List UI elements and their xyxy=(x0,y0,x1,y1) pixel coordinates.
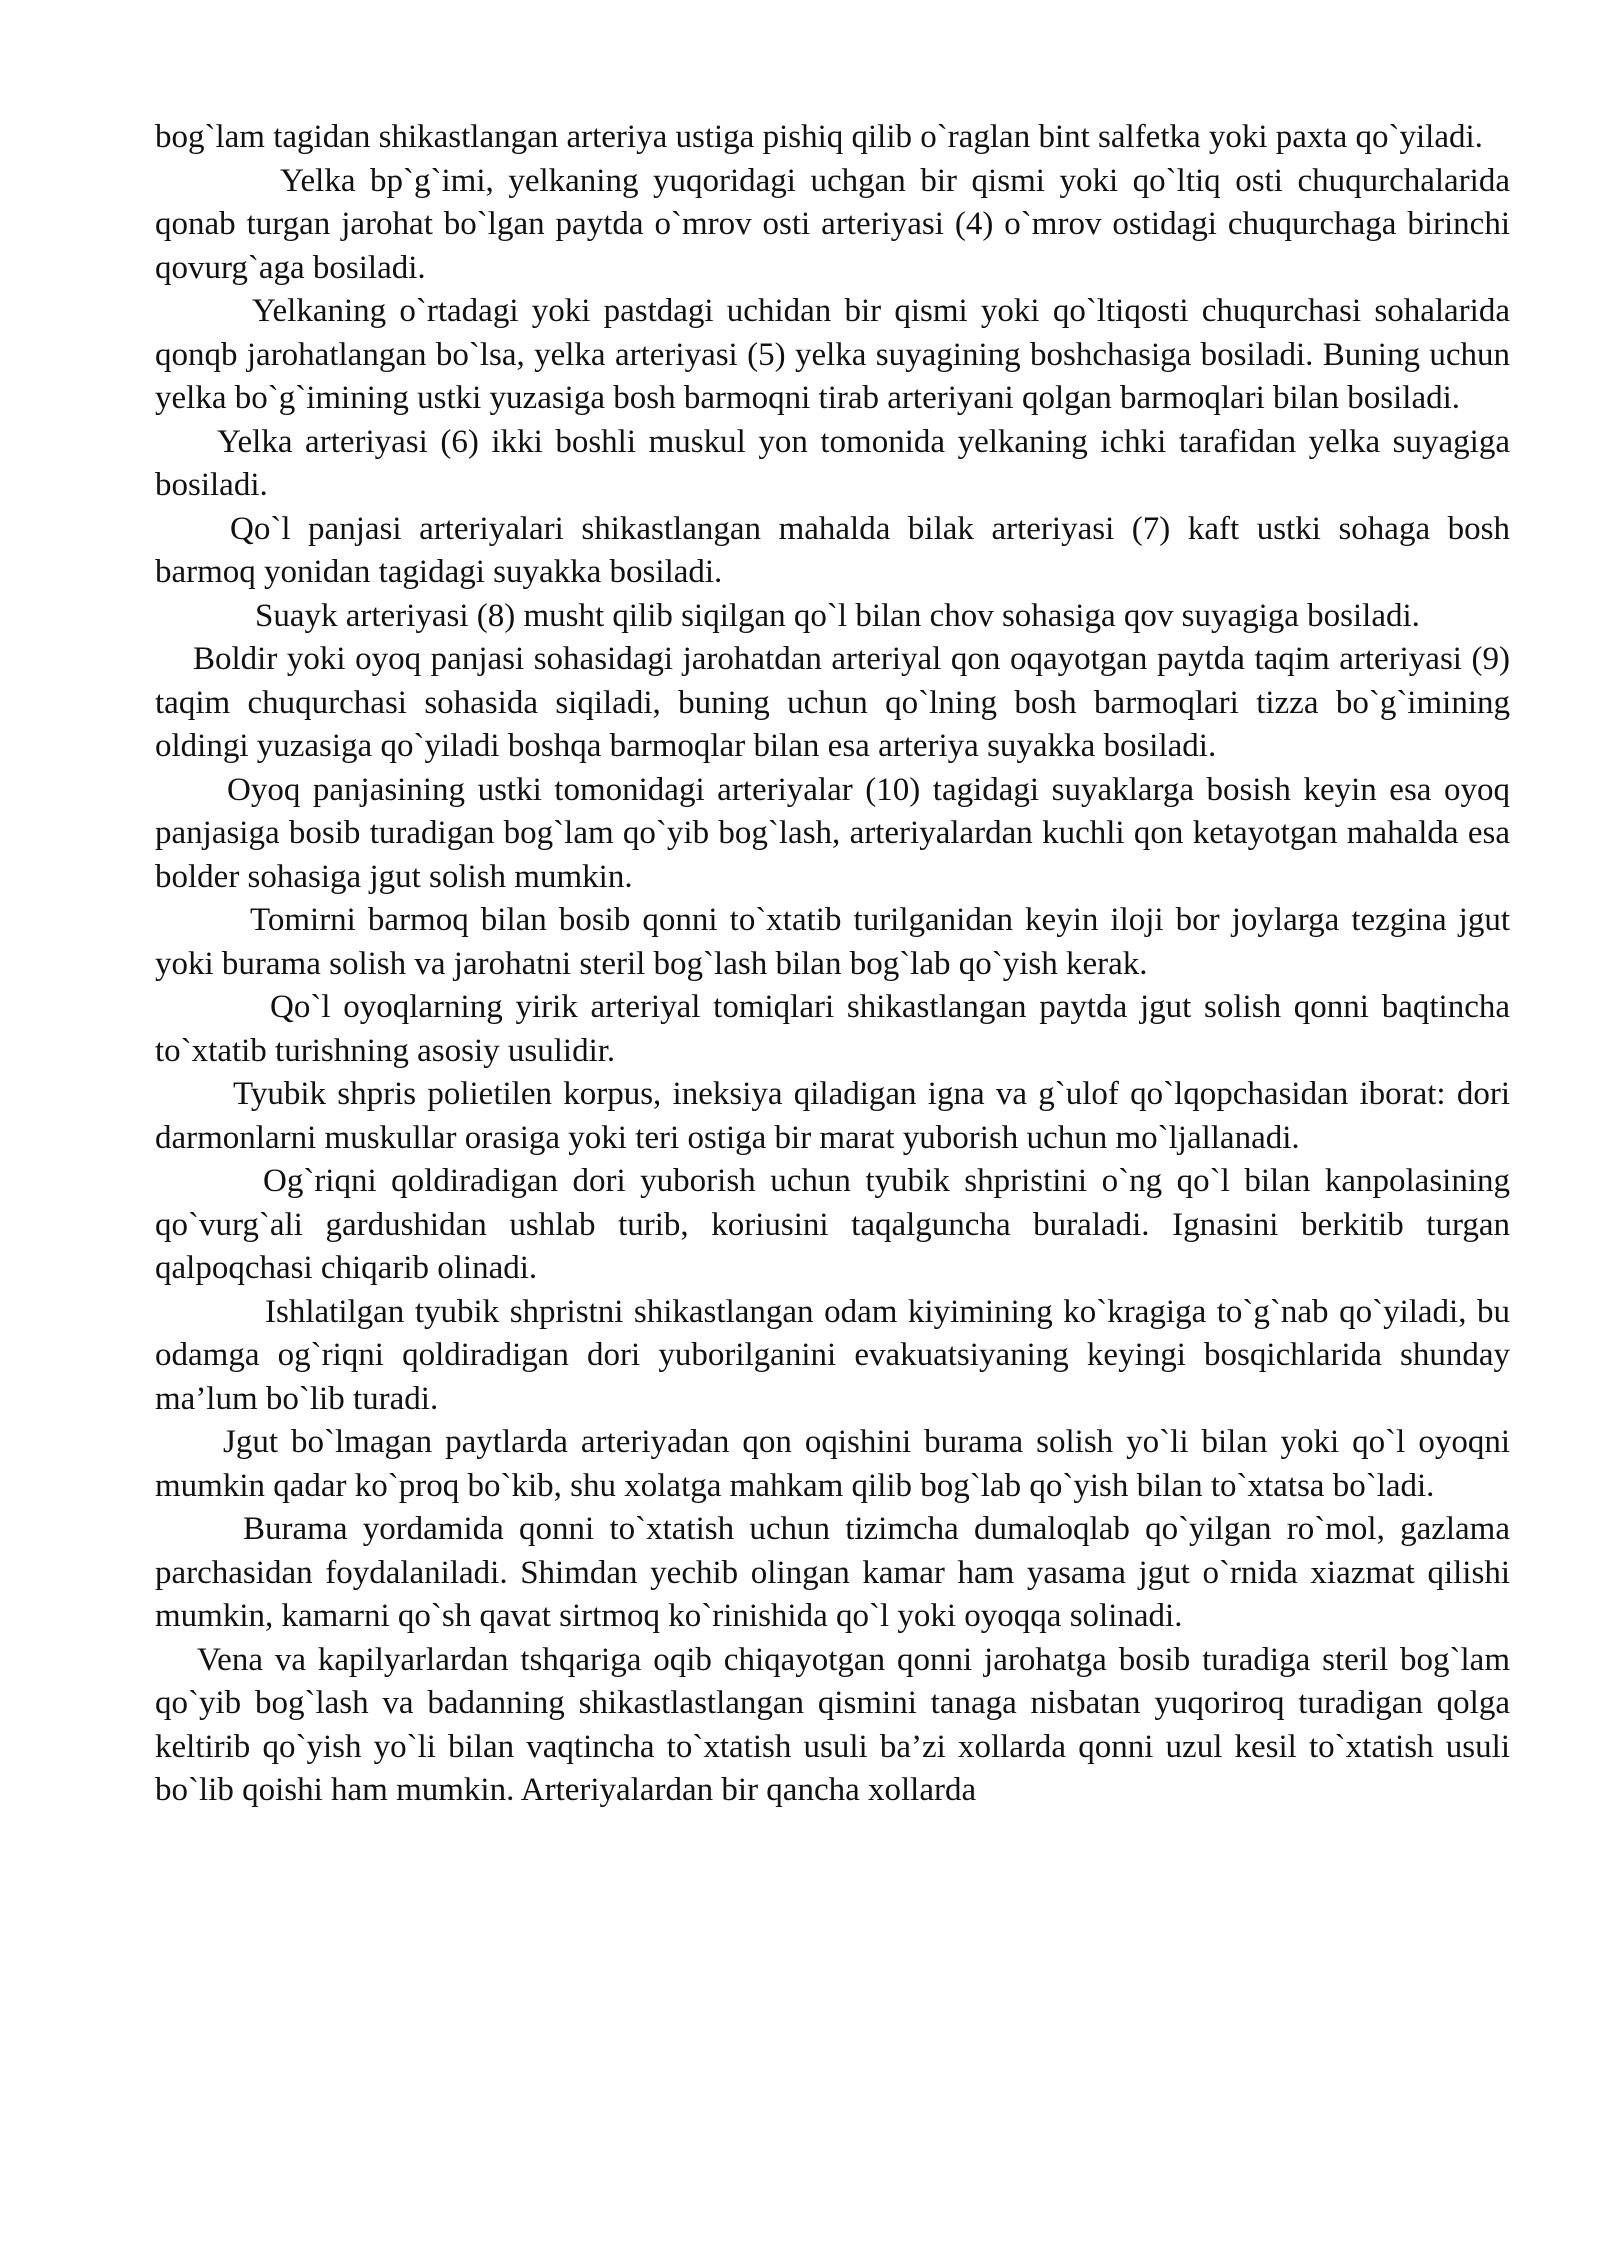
paragraph: Oyoq panjasining ustki tomonidagi arteriyalar (10) tagidagi suyaklarga bosish keyin esa oyoq panjasiga bosib turadigan bog`lam qo`yib bog`lash, arteriyalardan kuchli qon ketayotgan mahalda esa bolder sohasiga jgut solish mumkin. xyxy=(155,771,1510,895)
paragraph: Jgut bo`lmagan paytlarda arteriyadan qon oqishini burama solish yo`li bilan yoki qo`l oyoqni mumkin qadar ko`proq bo`kib, shu xolatga mahkam qilib bog`lab qo`yish bilan to`xtatsa bo`ladi. xyxy=(155,1424,1510,1504)
paragraph: Ishlatilgan tyubik shpristni shikastlangan odam kiyimining ko`kragiga to`g`nab qo`yiladi, bu odamga og`riqni qoldiradigan dori yuborilganini evakuatsiyaning keyingi bosqichlarida shunday ma’lum bo`lib turadi. xyxy=(155,1293,1510,1417)
paragraph: Boldir yoki oyoq panjasi sohasidagi jarohatdan arteriyal qon oqayotgan paytda taqim arteriyasi (9) taqim chuqurchasi sohasida siqiladi, buning uchun qo`lning bosh barmoqlari tizza bo`g`imining oldingi yuzasiga qo`yiladi boshqa barmoqlar bilan esa arteriya suyakka bosiladi. xyxy=(155,641,1510,764)
paragraph: Vena va kapilyarlardan tshqariga oqib chiqayotgan qonni jarohatga bosib turadiga steril bog`lam qo`yib bog`lash va badanning shikastlastlangan qismini tanaga nisbatan yuqoriroq turadigan qolga keltirib qo`yish yo`li bilan vaqtincha to`xtatish usuli ba’zi xollarda qonni uzul kesil to`xtatish usuli bo`lib qoishi ham mumkin. Arteriyalardan bir qancha xollarda xyxy=(155,1641,1510,1808)
paragraph: Yelkaning o`rtadagi yoki pastdagi uchidan bir qismi yoki qo`ltiqosti chuqurchasi sohalarida qonqb jarohatlangan bo`lsa, yelka arteriyasi (5) yelka suyagining boshchasiga bosiladi. Buning uchun yelka bo`g`imining ustki yuzasiga bosh barmoqni tirab arteriyani qolgan barmoqlari bilan bosiladi. xyxy=(155,293,1510,416)
document-body xyxy=(155,116,1510,1813)
paragraph: Burama yordamida qonni to`xtatish uchun tizimcha dumaloqlab qo`yilgan ro`mol, gazlama parchasidan foydalaniladi. Shimdan yechib olingan kamar ham yasama jgut o`rnida xiazmat qilishi mumkin, kamarni qo`sh qavat sirtmoq ko`rinishida qo`l yoki oyoqqa solinadi. xyxy=(155,1511,1510,1634)
paragraph: Tyubik shpris polietilen korpus, ineksiya qiladigan igna va g`ulof qo`lqopchasidan iborat: dori darmonlarni muskullar orasiga yoki teri ostiga bir marat yuborish uchun mo`ljallanadi. xyxy=(155,1076,1510,1156)
paragraph: Yelka arteriyasi (6) ikki boshli muskul yon tomonida yelkaning ichki tarafidan yelka suyagiga bosiladi. xyxy=(155,423,1510,503)
paragraph: Qo`l oyoqlarning yirik arteriyal tomiqlari shikastlangan paytda jgut solish qonni baqtincha to`xtatib turishning asosiy usulidir. xyxy=(155,989,1510,1069)
paragraph: Og`riqni qoldiradigan dori yuborish uchun tyubik shpristini o`ng qo`l bilan kanpolasining qo`vurg`ali gardushidan ushlab turib, koriusini taqalguncha buraladi. Ignasini berkitib turgan qalpoqchasi chiqarib olinadi. xyxy=(155,1163,1510,1286)
paragraph: Yelka bp`g`imi, yelkaning yuqoridagi uchgan bir qismi yoki qo`ltiq osti chuqurchalarida qonab turgan jarohat bo`lgan paytda o`mrov osti arteriyasi (4) o`mrov ostidagi chuqurchaga birinchi qovurg`aga bosiladi. xyxy=(155,162,1510,286)
paragraph: Qo`l panjasi arteriyalari shikastlangan mahalda bilak arteriyasi (7) kaft ustki sohaga bosh barmoq yonidan tagidagi suyakka bosiladi. xyxy=(155,510,1510,590)
paragraph: Tomirni barmoq bilan bosib qonni to`xtatib turilganidan keyin iloji bor joylarga tezgina jgut yoki burama solish va jarohatni steril bog`lash bilan bog`lab qo`yish kerak. xyxy=(155,902,1510,982)
paragraph: Suayk arteriyasi (8) musht qilib siqilgan qo`l bilan chov sohasiga qov suyagiga bosiladi. xyxy=(255,597,1420,634)
paragraph: bog`lam tagidan shikastlangan arteriya ustiga pishiq qilib o`raglan bint salfetka yoki paxta qo`yiladi. xyxy=(155,119,1483,155)
